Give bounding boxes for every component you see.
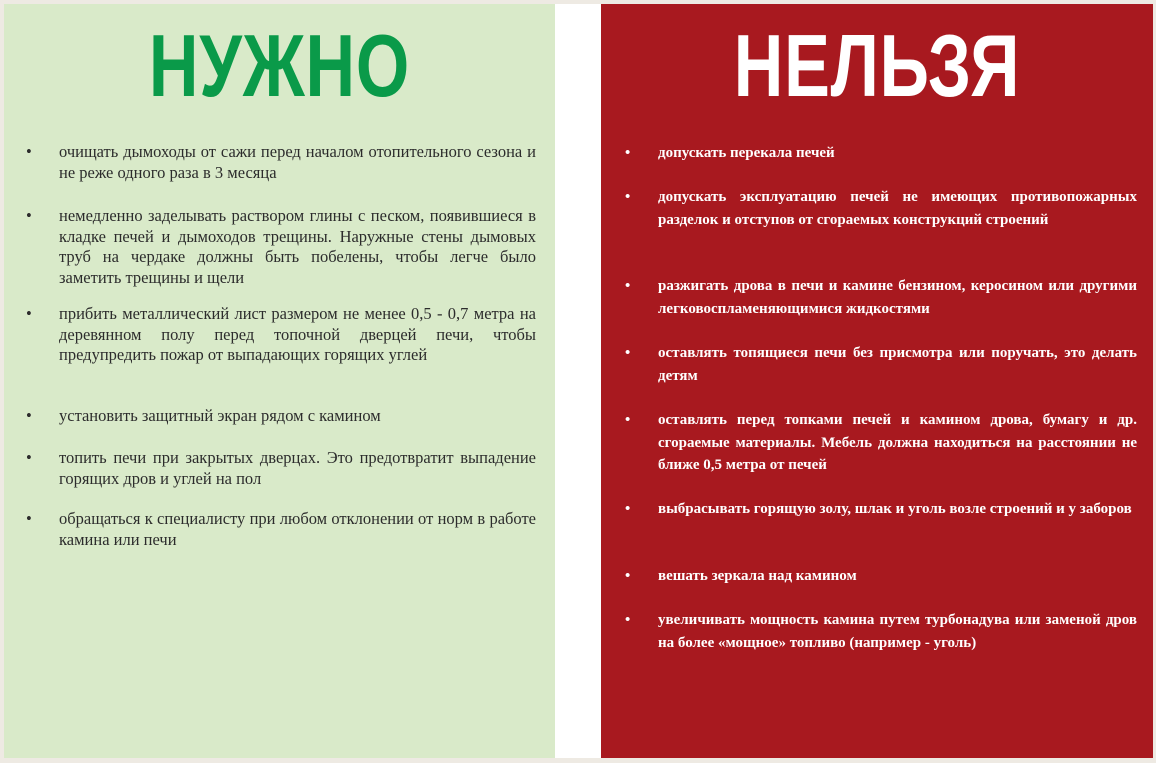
dont-item [625,565,1137,588]
bullet-icon: • [625,278,631,294]
dont-item-text: оставлять перед топками печей и камином дрова, бумагу и др. сгораемые материалы. Мебель должна находиться на расстоянии не ближе 0,5 метра от печей [658,412,1137,473]
dont-item [625,609,1137,654]
panel-divider [555,4,601,758]
do-item [26,142,536,183]
bullet-icon: • [625,189,631,205]
do-item-text: прибить металлический лист размером не менее 0,5 - 0,7 метра на деревянном полу перед топочной дверцей печи, чтобы предупредить пожар от выпадающих горящих углей [59,304,536,364]
do-item-text: немедленно заделывать раствором глины с песком, появившиеся в кладке печей и дымоходов трещины. Наружные стены дымовых труб на чердаке должны быть побелены, чтобы легче было заметить трещины и щели [59,206,536,287]
do-item-text: установить защитный экран рядом с камином [59,406,381,425]
bullet-icon: • [625,568,631,584]
do-panel [4,4,555,758]
bullet-icon: • [625,145,631,161]
bullet-icon: • [26,509,32,528]
bullet-icon: • [26,304,32,323]
bullet-icon: • [26,406,32,425]
do-item-text: топить печи при закрытых дверцах. Это предотвратит выпадение горящих дров и углей на пол [59,448,536,488]
dont-item [625,186,1137,231]
do-heading: НУЖНО [148,16,411,115]
dont-heading: НЕЛЬЗЯ [733,16,1021,115]
bullet-icon: • [26,448,32,467]
do-item [26,406,536,427]
dont-item-text: допускать эксплуатацию печей не имеющих противопожарных разделок и отступов от сгораемых конструкций строений [658,189,1137,228]
bullet-icon: • [625,612,631,628]
dont-item [625,498,1137,521]
bullet-icon: • [26,142,32,161]
dont-panel [601,4,1153,758]
dont-item [625,142,1137,165]
dont-item-text: допускать перекала печей [658,145,835,161]
dont-item [625,275,1137,320]
bullet-icon: • [26,206,32,225]
bullet-icon: • [625,345,631,361]
bullet-icon: • [625,412,631,428]
bullet-icon: • [625,501,631,517]
do-item [26,304,536,366]
dont-item-text: разжигать дрова в печи и камине бензином, керосином или другими легковоспламеняющимися жидкостями [658,278,1137,317]
dont-item-text: увеличивать мощность камина путем турбонадува или заменой дров на более «мощное» топливо (например - уголь) [658,612,1137,651]
do-item [26,448,536,489]
do-item [26,206,536,288]
do-item [26,509,536,550]
do-item-text: обращаться к специалисту при любом отклонении от норм в работе камина или печи [59,509,536,549]
dont-item [625,342,1137,387]
do-item-text: очищать дымоходы от сажи перед началом отопительного сезона и не реже одного раза в 3 месяца [59,142,536,182]
dont-item-text: выбрасывать горящую золу, шлак и уголь возле строений и у заборов [658,501,1132,517]
dont-item-text: оставлять топящиеся печи без присмотра или поручать, это делать детям [658,345,1137,384]
dont-item-text: вешать зеркала над камином [658,568,857,584]
dont-item [625,409,1137,477]
